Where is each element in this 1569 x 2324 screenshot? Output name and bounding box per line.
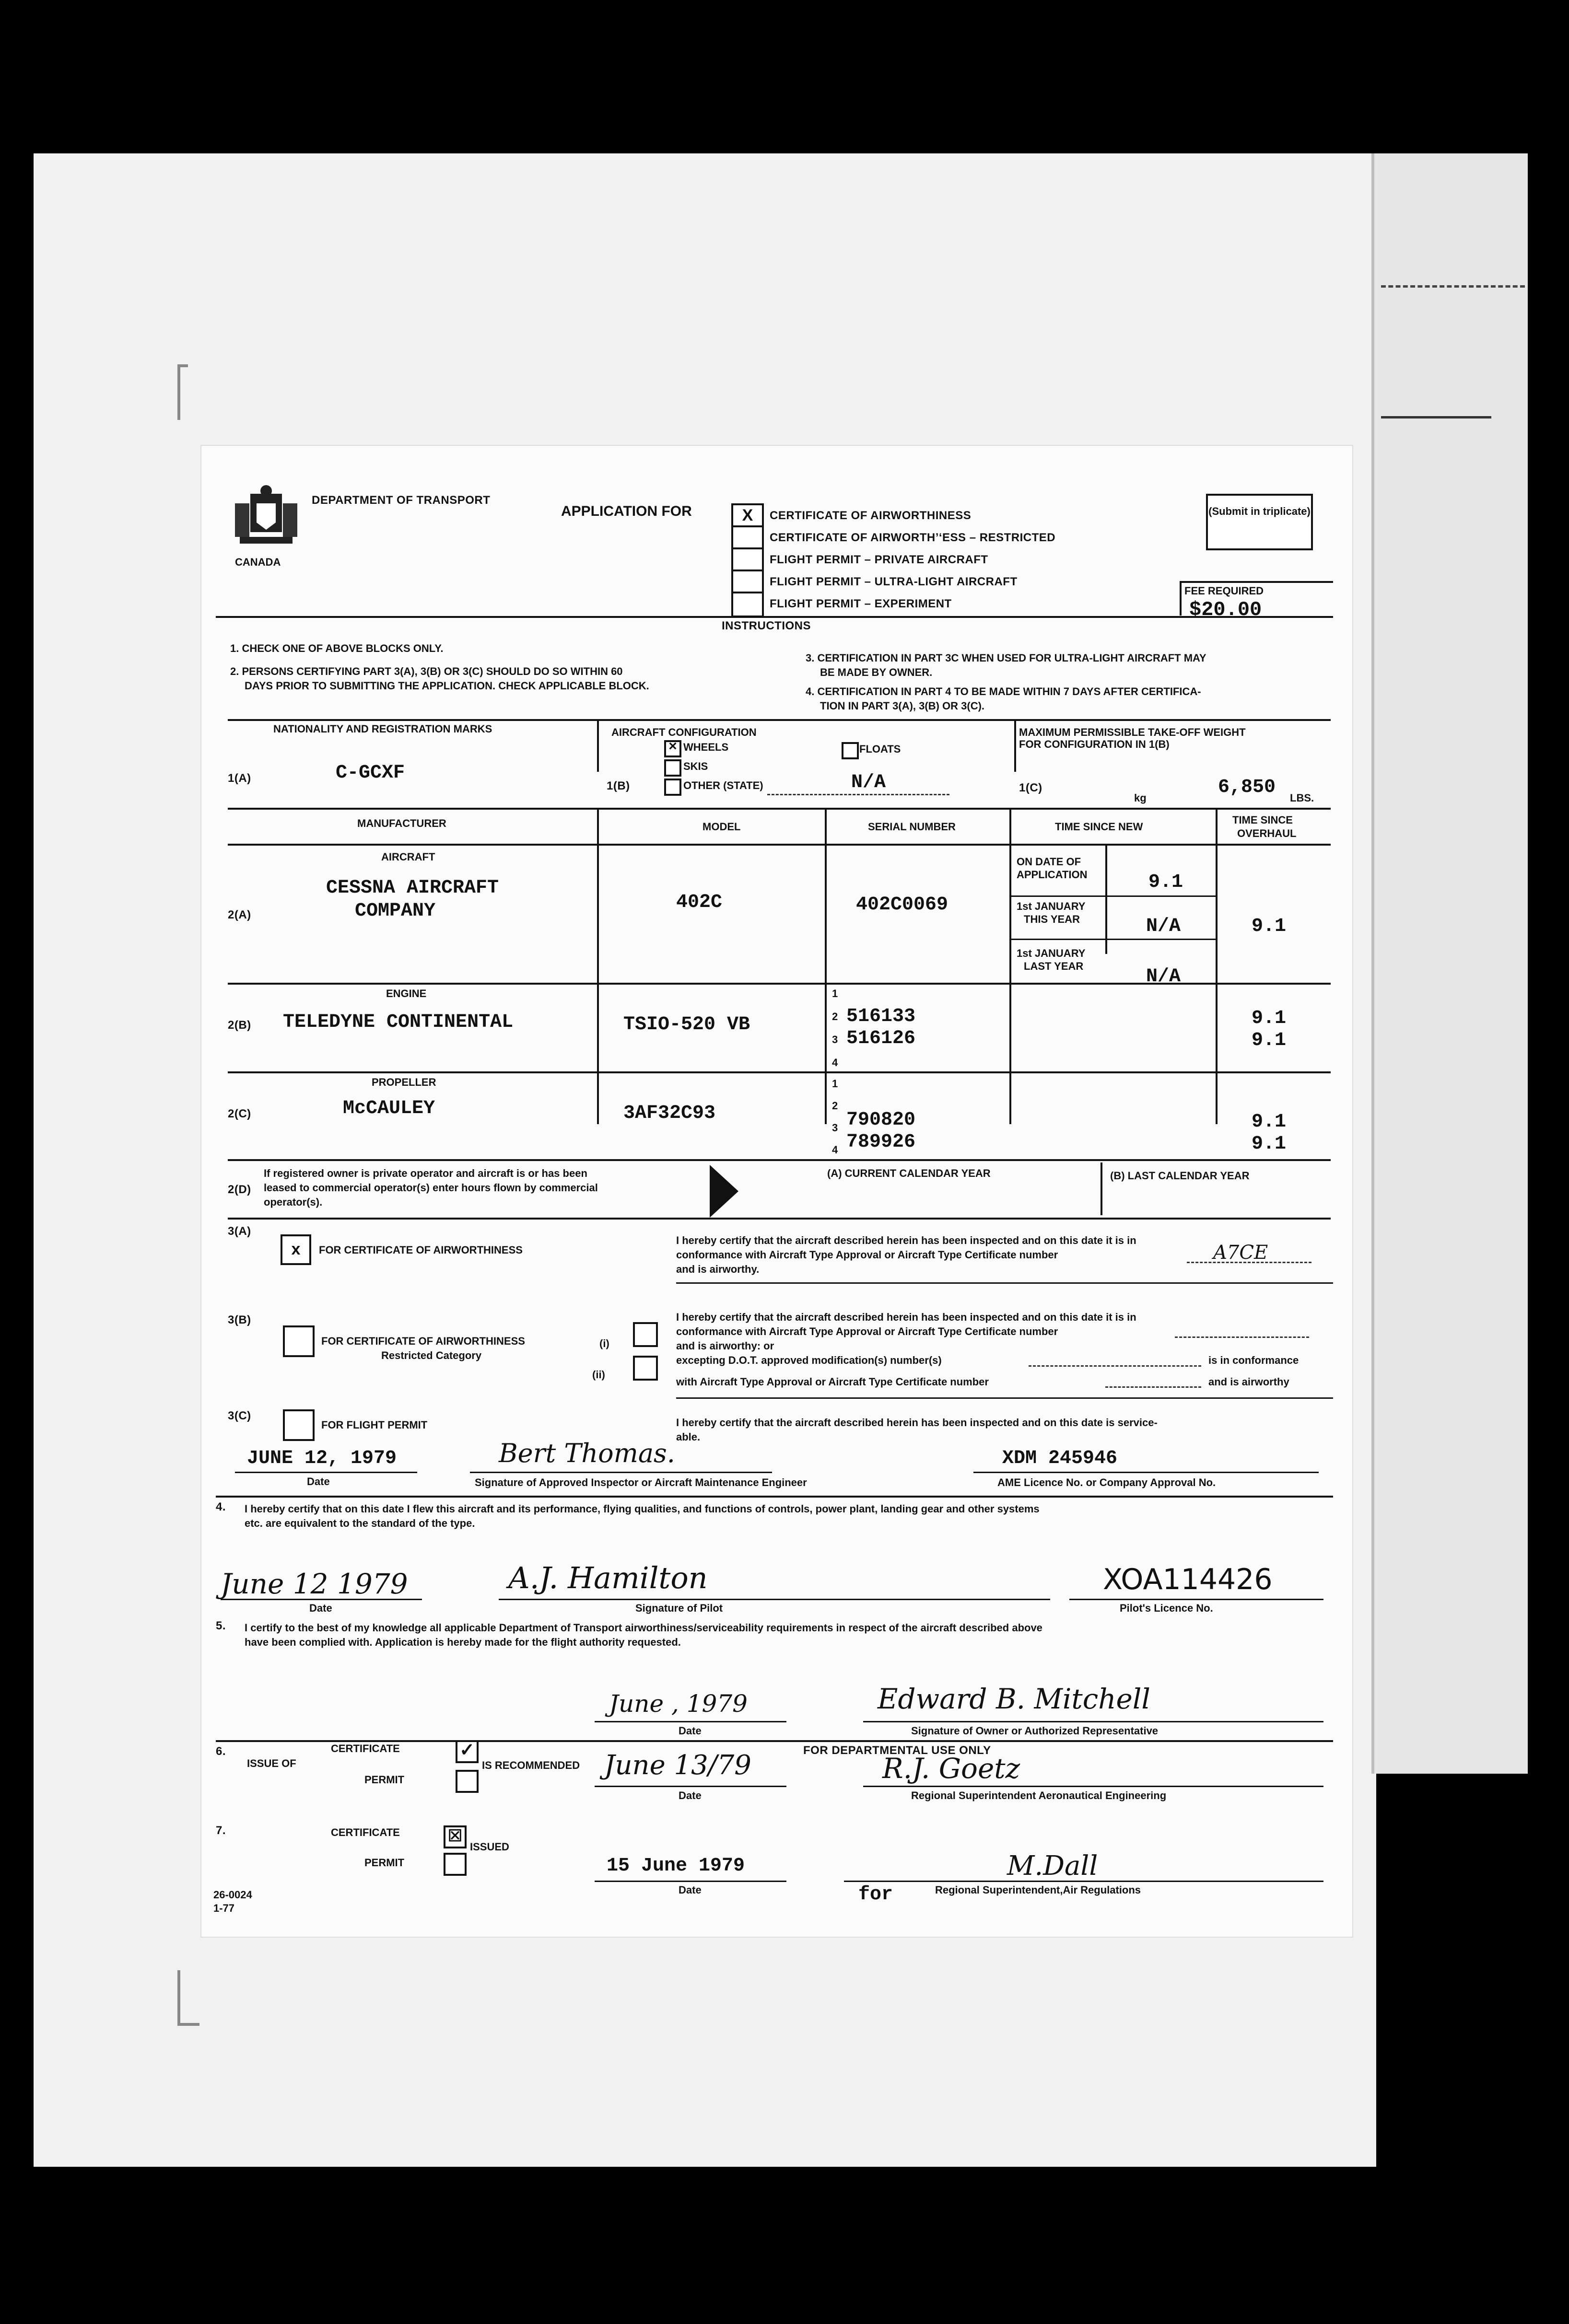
date-label: Date: [679, 1789, 702, 1801]
inspector-signature-label: Signature of Approved Inspector or Aircraft Maintenance Engineer: [475, 1476, 807, 1488]
checkbox-3b-ii[interactable]: [633, 1356, 658, 1381]
weight-value: 6,850: [1218, 777, 1276, 798]
edge-arrow-line: [1381, 416, 1491, 418]
ame-licence-value: XDM 245946: [1002, 1448, 1118, 1469]
checkbox-6-certificate[interactable]: ✓: [456, 1740, 479, 1763]
last-year-value: N/A: [1146, 966, 1181, 988]
instruction-4b: TION IN PART 3(A), 3(B) OR 3(C).: [820, 700, 985, 712]
date-label: Date: [679, 1725, 702, 1737]
row-number: 2: [832, 1011, 838, 1023]
checkbox-3b-i[interactable]: [633, 1322, 658, 1347]
engine-serial: 516126: [846, 1028, 916, 1049]
section-3b-number: 3(B): [228, 1313, 251, 1326]
engine-serial: 516133: [846, 1006, 916, 1027]
section-2d-text-3: operator(s).: [264, 1196, 323, 1208]
option-label: CERTIFICATE OF AIRWORTHʼʻESS – RESTRICTED: [770, 531, 1056, 544]
propeller-serial: 790820: [846, 1109, 916, 1131]
checkbox-other[interactable]: [664, 779, 681, 796]
weight-label-2: FOR CONFIGURATION IN 1(B): [1019, 738, 1170, 750]
on-date-value: 9.1: [1148, 872, 1183, 893]
engine-manufacturer: TELEDYNE CONTINENTAL: [283, 1011, 514, 1033]
engine-model: TSIO-520 VB: [623, 1014, 750, 1035]
department-label: DEPARTMENT OF TRANSPORT: [312, 494, 491, 507]
checkbox-flight-permit-experiment[interactable]: [731, 592, 764, 617]
propeller-label: PROPELLER: [372, 1076, 436, 1088]
date-label: Date: [307, 1476, 330, 1487]
col-time-overhaul-2: OVERHAUL: [1237, 827, 1297, 839]
propeller-overhaul: 9.1: [1252, 1133, 1287, 1155]
section-3a-cert-1: I hereby certify that the aircraft described herein has been inspected and on this date it is in: [676, 1234, 1136, 1246]
country-label: CANADA: [235, 556, 281, 568]
for-text: for: [858, 1884, 893, 1906]
row-number: 3: [832, 1122, 838, 1134]
date-label: Date: [679, 1884, 702, 1896]
corner-mark-bottom: [177, 1970, 199, 2026]
air-regulations-label: Regional Superintendent,Air Regulations: [935, 1884, 1141, 1896]
propeller-model: 3AF32C93: [623, 1103, 716, 1124]
section-3b-cert-6: with Aircraft Type Approval or Aircraft Type Certificate number: [676, 1376, 989, 1388]
owner-signature: Edward B. Mitchell: [878, 1683, 1150, 1715]
kg-label: kg: [1134, 792, 1147, 804]
registration-value: C-GCXF: [336, 762, 405, 784]
permit-label: PERMIT: [364, 1774, 405, 1786]
section-3b-cert-7: and is airworthy: [1208, 1376, 1289, 1388]
section-4-text-2: etc. are equivalent to the standard of the type.: [245, 1517, 475, 1529]
arrow-right-icon: [710, 1165, 738, 1218]
section-6-number: 6.: [216, 1745, 226, 1758]
lbs-label: LBS.: [1290, 792, 1314, 804]
nationality-label: NATIONALITY AND REGISTRATION MARKS: [273, 723, 492, 735]
section-3b-cert-1: I hereby certify that the aircraft described herein has been inspected and on this date it is in: [676, 1311, 1136, 1323]
section-5-text-2: have been complied with. Application is hereby made for the flight authority requested.: [245, 1636, 681, 1648]
section-1b-number: 1(B): [607, 779, 630, 792]
this-year-label-1: 1st JANUARY: [1017, 900, 1086, 912]
wheels-label: WHEELS: [683, 741, 729, 753]
row-number: 4: [832, 1057, 838, 1069]
propeller-manufacturer: McCAULEY: [343, 1098, 435, 1119]
aircraft-serial: 402C0069: [856, 894, 948, 916]
on-date-label-2: APPLICATION: [1017, 869, 1088, 881]
checkbox-floats[interactable]: [842, 742, 859, 759]
section-3a-cert-number: A7CE: [1213, 1242, 1268, 1264]
form-number: 26-0024: [213, 1889, 252, 1901]
this-year-value: N/A: [1146, 916, 1181, 937]
config-label: AIRCRAFT CONFIGURATION: [611, 726, 757, 738]
row-number: 2: [832, 1100, 838, 1112]
section-1a-number: 1(A): [228, 772, 251, 785]
checkbox-3b[interactable]: [283, 1325, 315, 1357]
instruction-3b: BE MADE BY OWNER.: [820, 666, 933, 678]
row-number: 1: [832, 988, 838, 999]
section-3b-label-2: Restricted Category: [381, 1349, 482, 1361]
section-3a-label: FOR CERTIFICATE OF AIRWORTHINESS: [319, 1244, 523, 1256]
air-regulations-signature: M.Dall: [1007, 1850, 1098, 1882]
row-number: 4: [832, 1144, 838, 1156]
col-time-new: TIME SINCE NEW: [1055, 821, 1143, 833]
checkbox-6-permit[interactable]: [456, 1770, 479, 1793]
canada-coat-of-arms-icon: [230, 484, 302, 556]
section-3a-cert-2: conformance with Aircraft Type Approval or Aircraft Type Certificate number: [676, 1249, 1058, 1261]
checkbox-3a[interactable]: x: [281, 1234, 311, 1265]
col-model: MODEL: [703, 821, 741, 833]
checkbox-skis[interactable]: [664, 759, 681, 777]
instruction-1: 1. CHECK ONE OF ABOVE BLOCKS ONLY.: [230, 642, 444, 654]
current-year-label: (A) CURRENT CALENDAR YEAR: [827, 1167, 991, 1179]
section-2d-text-2: leased to commercial operator(s) enter hours flown by commercial: [264, 1182, 598, 1194]
section-3c-cert-1: I hereby certify that the aircraft described herein has been inspected and on this date is service-: [676, 1417, 1158, 1429]
submit-note: (Submit in triplicate): [1208, 505, 1311, 517]
section-3-date-value: JUNE 12, 1979: [247, 1448, 397, 1469]
section-7-number: 7.: [216, 1824, 226, 1837]
pilot-signature-label: Signature of Pilot: [635, 1602, 723, 1614]
last-year-label-1: 1st JANUARY: [1017, 947, 1086, 959]
date-label: Date: [309, 1602, 332, 1614]
aircraft-manufacturer-1: CESSNA AIRCRAFT: [326, 877, 499, 899]
checkbox-7-permit[interactable]: [444, 1853, 467, 1876]
last-year-label-2: LAST YEAR: [1024, 960, 1084, 972]
on-date-label-1: ON DATE OF: [1017, 856, 1081, 868]
section-3b-cert-4: excepting D.O.T. approved modification(s) number(s): [676, 1354, 942, 1366]
scanned-page-edge: [1371, 153, 1528, 1774]
engine-overhaul: 9.1: [1252, 1030, 1287, 1051]
floats-label: FLOATS: [859, 743, 901, 755]
instruction-2a: 2. PERSONS CERTIFYING PART 3(A), 3(B) OR 3(C) SHOULD DO SO WITHIN 60: [230, 665, 623, 677]
engineering-signature: R.J. Goetz: [882, 1752, 1020, 1785]
checkbox-wheels[interactable]: ×: [664, 740, 681, 757]
weight-label-1: MAXIMUM PERMISSIBLE TAKE-OFF WEIGHT: [1019, 726, 1246, 738]
pilot-licence-label: Pilot's Licence No.: [1120, 1602, 1213, 1614]
ame-licence-label: AME Licence No. or Company Approval No.: [997, 1476, 1216, 1488]
section-3b-cert-5: is in conformance: [1208, 1354, 1299, 1366]
departmental-title: FOR DEPARTMENTAL USE ONLY: [803, 1744, 991, 1757]
option-label: FLIGHT PERMIT – PRIVATE AIRCRAFT: [770, 553, 988, 566]
other-value: N/A: [851, 772, 886, 793]
instruction-4a: 4. CERTIFICATION IN PART 4 TO BE MADE WITHIN 7 DAYS AFTER CERTIFICA-: [806, 686, 1201, 697]
checkbox-cert-airworthiness[interactable]: X: [731, 503, 764, 529]
fee-label: FEE REQUIRED: [1184, 585, 1264, 597]
section-2c-number: 2(C): [228, 1107, 251, 1120]
section-5-text-1: I certify to the best of my knowledge all applicable Department of Transport airworthiness/serviceability requirements in respect of the aircraft described above: [245, 1622, 1042, 1634]
col-time-overhaul-1: TIME SINCE: [1232, 814, 1293, 826]
certificate-label: CERTIFICATE: [331, 1743, 400, 1755]
issue-of-label: ISSUE OF: [247, 1757, 296, 1769]
engine-label: ENGINE: [386, 988, 427, 999]
section-7-date-value: 15 June 1979: [607, 1855, 745, 1877]
section-2a-number: 2(A): [228, 908, 251, 921]
section-4-number: 4.: [216, 1500, 226, 1513]
col-serial: SERIAL NUMBER: [868, 821, 956, 833]
section-3c-cert-2: able.: [676, 1431, 701, 1443]
section-3b-cert-2: conformance with Aircraft Type Approval or Aircraft Type Certificate number: [676, 1325, 1058, 1337]
instruction-2b: DAYS PRIOR TO SUBMITTING THE APPLICATION. CHECK APPLICABLE BLOCK.: [245, 680, 649, 692]
application-form: [201, 446, 1352, 1937]
section-5-number: 5.: [216, 1619, 226, 1632]
aircraft-model: 402C: [676, 892, 723, 913]
section-3b-i: (i): [599, 1337, 609, 1349]
this-year-label-2: THIS YEAR: [1024, 913, 1080, 925]
section-3c-label: FOR FLIGHT PERMIT: [321, 1419, 428, 1431]
certificate-label: CERTIFICATE: [331, 1826, 400, 1838]
other-label: OTHER (STATE): [683, 779, 763, 791]
engine-overhaul: 9.1: [1252, 1008, 1287, 1029]
section-5-date-value: June , 1979: [609, 1690, 748, 1718]
application-for-label: APPLICATION FOR: [561, 503, 692, 519]
pilot-licence-value: XOA114426: [1103, 1563, 1273, 1596]
instructions-title: INSTRUCTIONS: [722, 619, 811, 632]
fee-value: $20.00: [1189, 598, 1262, 621]
engineering-label: Regional Superintendent Aeronautical Engineering: [911, 1789, 1167, 1801]
section-3b-ii: (ii): [592, 1369, 605, 1381]
aircraft-overhaul: 9.1: [1252, 916, 1287, 937]
propeller-serial: 789926: [846, 1131, 916, 1153]
last-year-hours-label: (B) LAST CALENDAR YEAR: [1110, 1170, 1250, 1182]
checkbox-7-certificate[interactable]: ☒: [444, 1825, 467, 1848]
section-2d-text-1: If registered owner is private operator and aircraft is or has been: [264, 1167, 587, 1179]
section-4-date-value: June 12 1979: [221, 1568, 408, 1600]
row-number: 1: [832, 1078, 838, 1090]
inspector-signature: Bert Thomas.: [499, 1438, 675, 1468]
section-2b-number: 2(B): [228, 1019, 251, 1032]
section-6-date-value: June 13/79: [604, 1750, 751, 1781]
permit-label: PERMIT: [364, 1857, 405, 1869]
skis-label: SKIS: [683, 760, 708, 772]
col-manufacturer: MANUFACTURER: [357, 817, 446, 829]
section-3b-cert-3: and is airworthy: or: [676, 1340, 774, 1352]
edge-dash-line: [1381, 285, 1525, 288]
instruction-3a: 3. CERTIFICATION IN PART 3C WHEN USED FOR ULTRA-LIGHT AIRCRAFT MAY: [806, 652, 1206, 664]
aircraft-manufacturer-2: COMPANY: [355, 900, 436, 922]
checkbox-3c[interactable]: [283, 1409, 315, 1441]
option-label: FLIGHT PERMIT – EXPERIMENT: [770, 597, 952, 610]
section-1c-number: 1(C): [1019, 781, 1042, 794]
recommended-label: IS RECOMMENDED: [482, 1759, 580, 1771]
section-4-text-1: I hereby certify that on this date I flew this aircraft and its performance, flying qualities, and functions of controls, power plant, landing gear and other systems: [245, 1503, 1040, 1515]
corner-mark-top: [177, 364, 188, 420]
section-3b-label-1: FOR CERTIFICATE OF AIRWORTHINESS: [321, 1335, 525, 1347]
section-3a-cert-3: and is airworthy.: [676, 1263, 760, 1275]
owner-signature-label: Signature of Owner or Authorized Representative: [911, 1725, 1159, 1737]
submit-note-box: [1206, 494, 1313, 550]
option-label: CERTIFICATE OF AIRWORTHINESS: [770, 509, 972, 522]
section-3c-number: 3(C): [228, 1409, 251, 1422]
section-2d-number: 2(D): [228, 1183, 251, 1196]
pilot-signature: A.J. Hamilton: [508, 1560, 708, 1595]
issued-label: ISSUED: [470, 1841, 509, 1853]
option-label: FLIGHT PERMIT – ULTRA-LIGHT AIRCRAFT: [770, 575, 1018, 588]
form-date: 1-77: [213, 1902, 235, 1914]
section-3a-number: 3(A): [228, 1225, 251, 1238]
propeller-overhaul: 9.1: [1252, 1111, 1287, 1133]
row-number: 3: [832, 1034, 838, 1046]
aircraft-label: AIRCRAFT: [381, 851, 435, 863]
